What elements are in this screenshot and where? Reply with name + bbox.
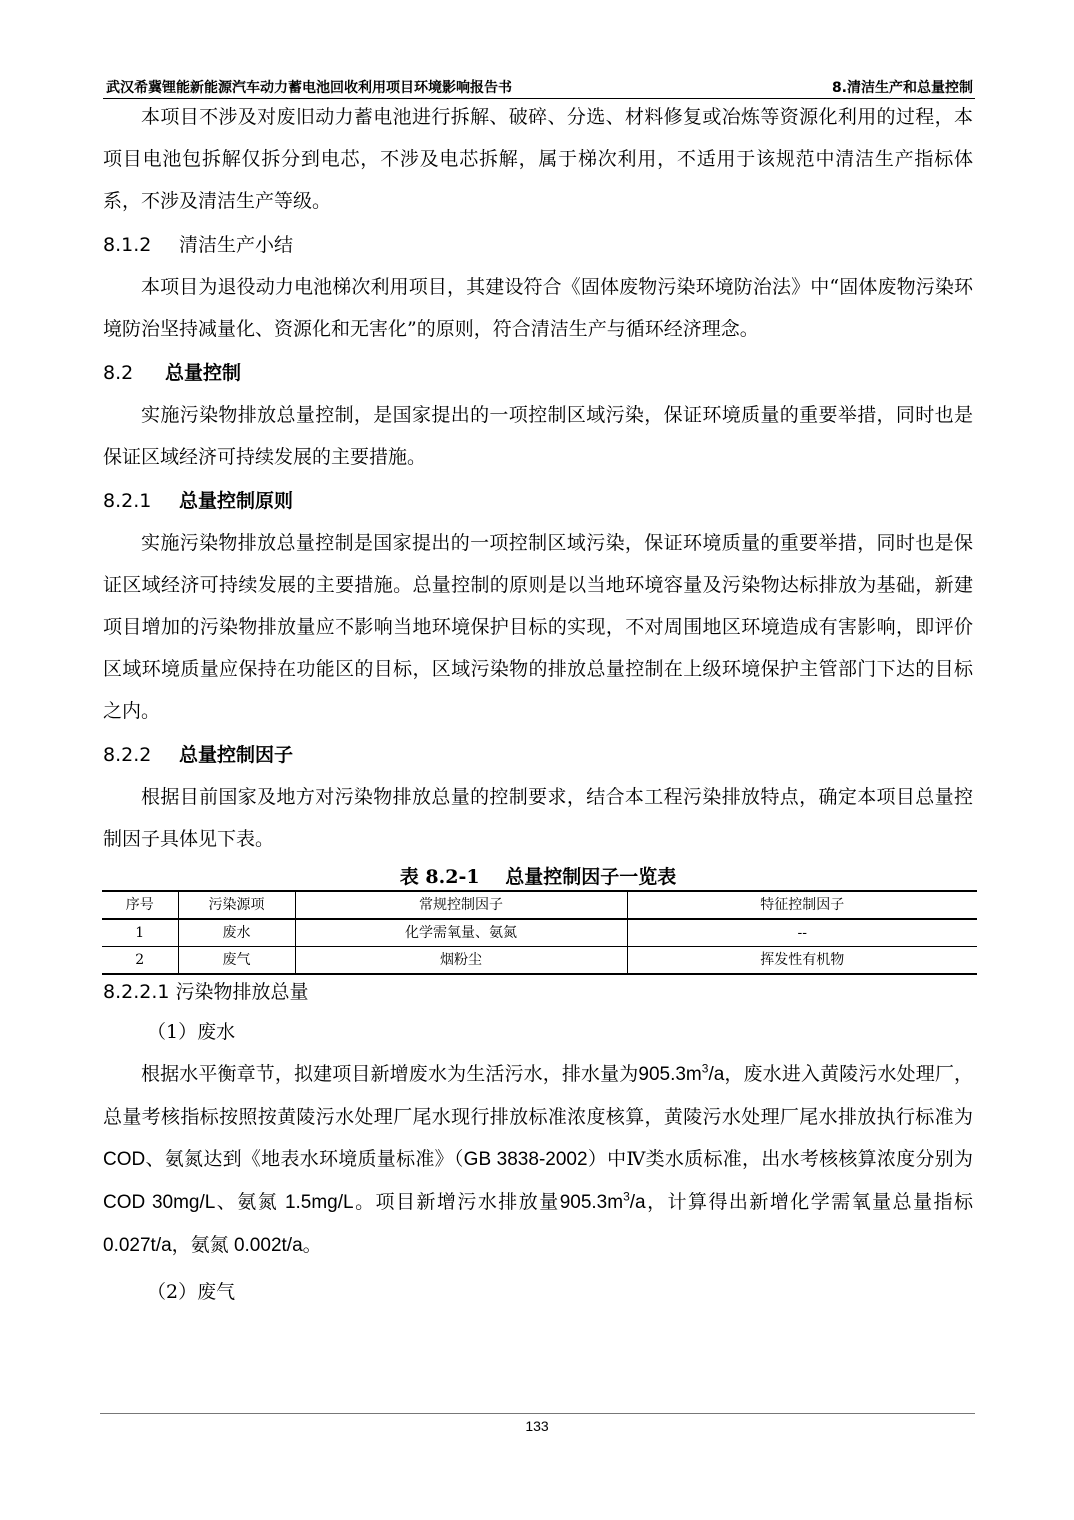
cod-total: 0.027t/a (103, 1235, 172, 1256)
discharge-volume: 905.3m (638, 1064, 702, 1085)
heading-8-2-2-1 (103, 977, 973, 1007)
table-cell: 废水 (178, 919, 295, 947)
text-run: ，氨氮 (171, 1234, 229, 1256)
control-factors-table (102, 890, 977, 975)
text-run: ，计算得出新增化学需氧量总量指标 (645, 1191, 973, 1213)
column-header: 污染源项 (178, 891, 295, 919)
table-cell: 化学需氧量、氨氮 (295, 919, 627, 947)
heading-number: 8.2.1 (103, 490, 152, 512)
heading-title: 总量控制因子 (179, 744, 294, 766)
heading-title: 污染物排放总量 (175, 981, 309, 1003)
paragraph-factors: 根据目前国家及地方对污染物排放总量的控制要求，结合本工程污染排放特点，确定本项目总量控制因子具体见下表。 (103, 786, 973, 850)
text-run: ）中Ⅳ类水质标准，出水考核核算浓度分别为 (587, 1148, 974, 1170)
table-cell: 烟粉尘 (295, 947, 627, 975)
discharge-volume: 905.3m (559, 1192, 624, 1213)
table-cell: -- (627, 919, 977, 947)
column-header: 常规控制因子 (295, 891, 627, 919)
page-content (103, 96, 973, 1313)
text-run: 、氨氮 (215, 1191, 279, 1213)
heading-number: 8.2.2 (103, 744, 152, 766)
paragraph-total-control: 实施污染物排放总量控制，是国家提出的一项控制区域污染，保证环境质量的重要举措，同时也是保证区域经济可持续发展的主要措施。 (103, 404, 973, 468)
header-document-title: 武汉希冀锂能新能源汽车动力蓄电池回收利用项目环境影响报告书 (106, 80, 512, 96)
text-run: ，废水进入黄陵污水处理厂，总量考核指标按照按黄陵污水处理厂尾水现行排放标准浓度核算，黄陵污水处理厂尾水排放执行标准为 (103, 1063, 973, 1128)
cod-concentration: COD 30mg/L (103, 1192, 216, 1213)
paragraph-principles: 实施污染物排放总量控制是国家提出的一项控制区域污染，保证环境质量的重要举措，同时也是保证区域经济可持续发展的主要措施。总量控制的原则是以当地环境容量及污染物达标排放为基础，新建项目增加的污染物排放量应不影响当地环境保护目标的实现，不对周围地区环境造成有害影响，即评价区域环境质量应保持在功能区的目标，区域污染物的排放总量控制在上级环境保护主管部门下达的目标之内。 (103, 532, 973, 722)
text-run: 。项目新增污水排放量 (353, 1191, 560, 1213)
text-run: 根据水平衡章节，拟建项目新增废水为生活污水，排水量为 (141, 1063, 639, 1085)
heading-8-2-2 (103, 734, 973, 776)
table-cell: 废气 (178, 947, 295, 975)
superscript: 3 (701, 1061, 709, 1076)
paragraph-wastewater (103, 1053, 973, 1267)
ammonia-concentration: 1.5mg/L (278, 1192, 354, 1213)
paragraph-intro: 本项目不涉及对废旧动力蓄电池进行拆解、破碎、分选、材料修复或冶炼等资源化利用的过程，本项目电池包拆解仅拆分到电芯，不涉及电芯拆解，属于梯次利用，不适用于该规范中清洁生产指标体系，不涉及清洁生产等级。 (103, 106, 973, 212)
heading-title: 清洁生产小结 (179, 234, 294, 256)
text-run: 。 (302, 1234, 322, 1256)
footer-divider (100, 1413, 975, 1414)
table-row (102, 947, 977, 975)
cod-label: COD (103, 1149, 146, 1170)
page-number: 133 (525, 1418, 549, 1434)
table-cell: 1 (102, 919, 178, 947)
heading-8-1-2 (103, 224, 973, 266)
column-header: 序号 (102, 891, 178, 919)
heading-number: 8.2.2.1 (103, 981, 170, 1003)
column-header: 特征控制因子 (627, 891, 977, 919)
item-wastegas: （2）废气 (147, 1281, 236, 1303)
heading-title: 总量控制原则 (179, 490, 294, 512)
unit: /a (708, 1064, 725, 1085)
table-header-row (102, 891, 977, 919)
heading-8-2-1 (103, 480, 973, 522)
standard-code: GB 3838-2002 (463, 1149, 588, 1170)
heading-8-2 (103, 352, 973, 394)
table-row (102, 919, 977, 947)
paragraph-summary: 本项目为退役动力电池梯次利用项目，其建设符合《固体废物污染环境防治法》中“固体废物污染环境防治坚持减量化、资源化和无害化”的原则，符合清洁生产与循环经济理念。 (103, 276, 973, 340)
item-wastewater: （1）废水 (147, 1021, 236, 1043)
heading-number: 8.1.2 (103, 234, 152, 256)
table-cell: 2 (102, 947, 178, 975)
header-chapter-title: 8.清洁生产和总量控制 (831, 80, 973, 96)
heading-number: 8.2 (103, 362, 134, 384)
table-cell: 挥发性有机物 (760, 952, 845, 968)
unit: /a (629, 1192, 646, 1213)
ammonia-total: 0.002t/a (228, 1235, 303, 1256)
text-run: 、氨氮达到《地表水环境质量标准》（ (145, 1148, 464, 1170)
superscript: 3 (623, 1189, 630, 1204)
heading-title: 总量控制 (165, 362, 242, 384)
table-caption: 表 8.2-1 总量控制因子一览表 (399, 866, 677, 888)
